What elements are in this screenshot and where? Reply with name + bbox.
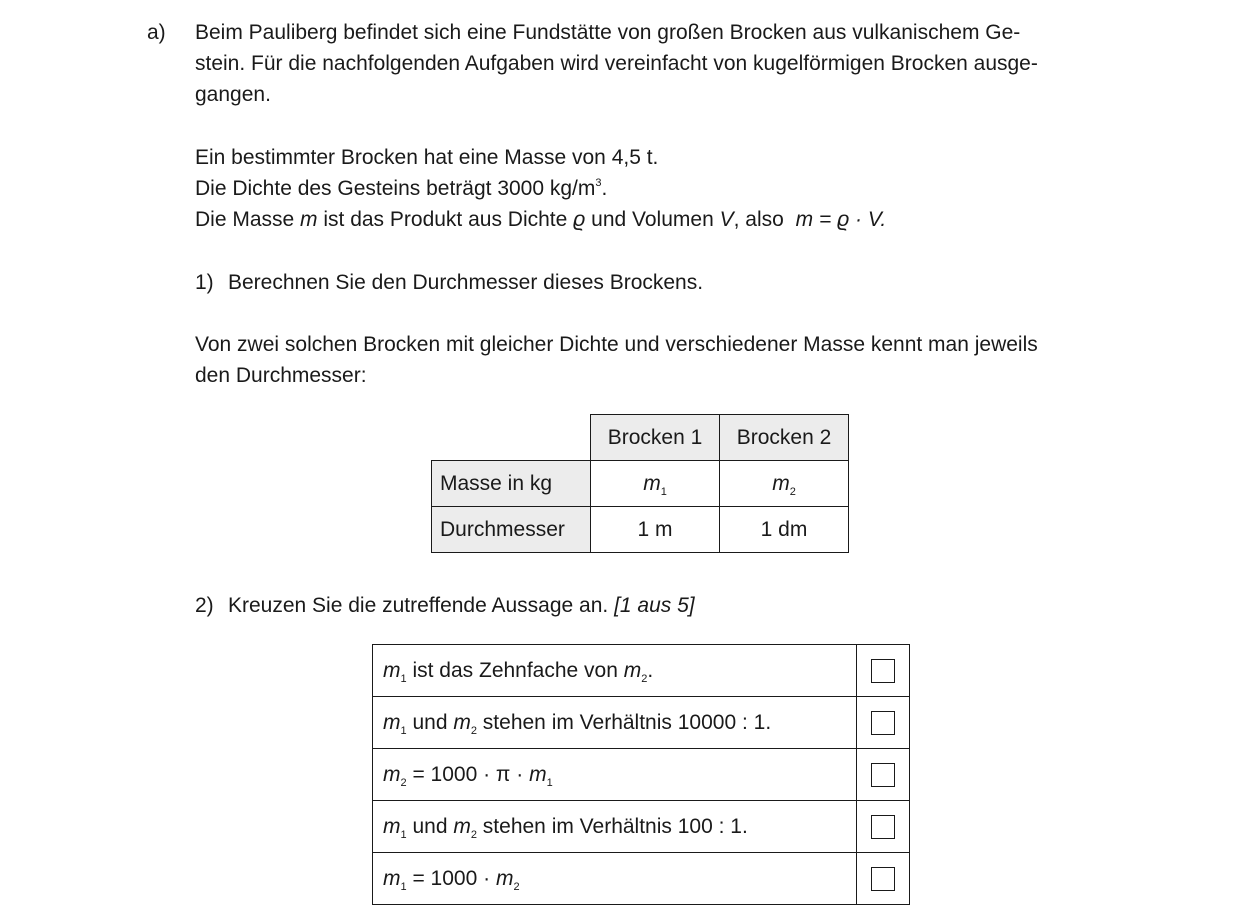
mass-symbol: m (300, 208, 318, 231)
answer-option-1-text (373, 645, 857, 697)
answer-option-3-text (373, 749, 857, 801)
answer-option-row (373, 853, 910, 905)
option-text: und (406, 814, 454, 838)
mass-subscript: 1 (400, 880, 407, 893)
answer-option-row (373, 801, 910, 853)
mass-subscript: 2 (641, 672, 648, 685)
answer-option-4-text (373, 801, 857, 853)
mass-symbol: m (383, 762, 401, 786)
answer-option-1-checkbox[interactable] (871, 659, 895, 683)
formula-line (195, 204, 886, 235)
mass-symbol: m (453, 710, 471, 734)
mass-symbol: m (383, 710, 401, 734)
answer-option-2-box-cell (857, 697, 910, 749)
formula-text: ist das Produkt aus Dichte (317, 208, 574, 231)
table-row-diameter (432, 507, 849, 553)
mass-subscript: 1 (400, 672, 407, 685)
formula-equation: m = ϱ · V. (795, 208, 887, 231)
mass-subscript: 1 (660, 485, 667, 498)
mass-subscript: 1 (400, 828, 407, 841)
density-line (195, 173, 886, 204)
answer-option-2-checkbox[interactable] (871, 711, 895, 735)
table-cell-mass-2 (720, 461, 849, 507)
mass-subscript: 2 (470, 828, 477, 841)
mass-subscript: 1 (546, 776, 553, 789)
answer-option-row (373, 645, 910, 697)
mass-symbol: m (495, 866, 514, 890)
answer-option-3-checkbox[interactable] (871, 763, 895, 787)
intro-paragraph (195, 17, 1038, 110)
option-text: stehen im Verhältnis 100 : 1. (476, 814, 748, 838)
question-1-text: Berechnen Sie den Durchmesser dieses Brockens. (228, 271, 704, 294)
table-cell-diameter-1: 1 m (591, 507, 720, 553)
option-text: ist das Zehnfache von (406, 658, 624, 682)
table-header-cell: Brocken 2 (720, 415, 849, 461)
answer-option-3-box-cell (857, 749, 910, 801)
boulder-table (431, 414, 849, 553)
mass-line: Ein bestimmter Brocken hat eine Masse von 4,5 t. (195, 146, 659, 169)
question-2-number: 2) (195, 594, 214, 617)
density-exponent: 3 (595, 177, 602, 189)
answer-option-5-checkbox[interactable] (871, 867, 895, 891)
formula-text: , also (733, 208, 790, 231)
mass-symbol: m (623, 658, 642, 682)
density-text: Die Dichte des Gesteins beträgt 3000 kg/m (195, 177, 596, 200)
mass-symbol: m (529, 762, 547, 786)
given-data (195, 142, 886, 235)
option-text: = 1000 · π · (406, 762, 530, 786)
mass-symbol: m (383, 814, 401, 838)
mass-symbol: m (383, 866, 401, 890)
mass-subscript: 2 (789, 485, 796, 498)
paragraph-2-line: den Durchmesser: (195, 364, 367, 387)
mass-symbol: m (643, 471, 661, 495)
question-1-number: 1) (195, 271, 214, 294)
density-symbol: ϱ (573, 208, 586, 231)
table-row-mass (432, 461, 849, 507)
option-text: = 1000 · (406, 866, 496, 890)
mass-subscript: 1 (400, 724, 407, 737)
row-label-mass: Masse in kg (432, 461, 591, 507)
formula-text: Die Masse (195, 208, 301, 231)
mass-subscript: 2 (400, 776, 407, 789)
intro-line: Beim Pauliberg befindet sich eine Fundstätte von großen Brocken aus vulkanischem Ge- (195, 21, 1021, 44)
option-text: und (406, 710, 454, 734)
answer-option-5-box-cell (857, 853, 910, 905)
question-2-text (228, 590, 695, 621)
mass-symbol: m (383, 658, 401, 682)
formula-text: und Volumen (585, 208, 720, 231)
paragraph-2 (195, 329, 1038, 391)
density-suffix: . (601, 177, 608, 200)
answer-option-4-box-cell (857, 801, 910, 853)
question-2-instruction: Kreuzen Sie die zutreffende Aussage an. (228, 594, 615, 617)
volume-symbol: V (719, 208, 734, 231)
table-cell-diameter-2: 1 dm (720, 507, 849, 553)
mass-symbol: m (453, 814, 471, 838)
option-text: stehen im Verhältnis 10000 : 1. (476, 710, 772, 734)
answer-option-row (373, 749, 910, 801)
table-header-row (432, 415, 849, 461)
mass-symbol: m (772, 471, 790, 495)
table-corner-cell (432, 415, 591, 461)
answer-option-4-checkbox[interactable] (871, 815, 895, 839)
intro-line: gangen. (195, 83, 271, 106)
intro-line: stein. Für die nachfolgenden Aufgaben wird vereinfacht von kugelförmigen Brocken ausge- (195, 52, 1038, 75)
mass-subscript: 2 (513, 880, 520, 893)
row-label-diameter: Durchmesser (432, 507, 591, 553)
paragraph-2-line: Von zwei solchen Brocken mit gleicher Dichte und verschiedener Masse kennt man jeweils (195, 333, 1038, 356)
answer-options-table (372, 644, 910, 905)
table-header-cell: Brocken 1 (591, 415, 720, 461)
answer-option-2-text (373, 697, 857, 749)
answer-option-row (373, 697, 910, 749)
table-cell-mass-1 (591, 461, 720, 507)
answer-option-5-text (373, 853, 857, 905)
task-label: a) (147, 21, 166, 44)
mass-subscript: 2 (470, 724, 477, 737)
option-text: . (647, 658, 654, 682)
question-2-hint: [1 aus 5] (614, 594, 695, 617)
answer-option-1-box-cell (857, 645, 910, 697)
